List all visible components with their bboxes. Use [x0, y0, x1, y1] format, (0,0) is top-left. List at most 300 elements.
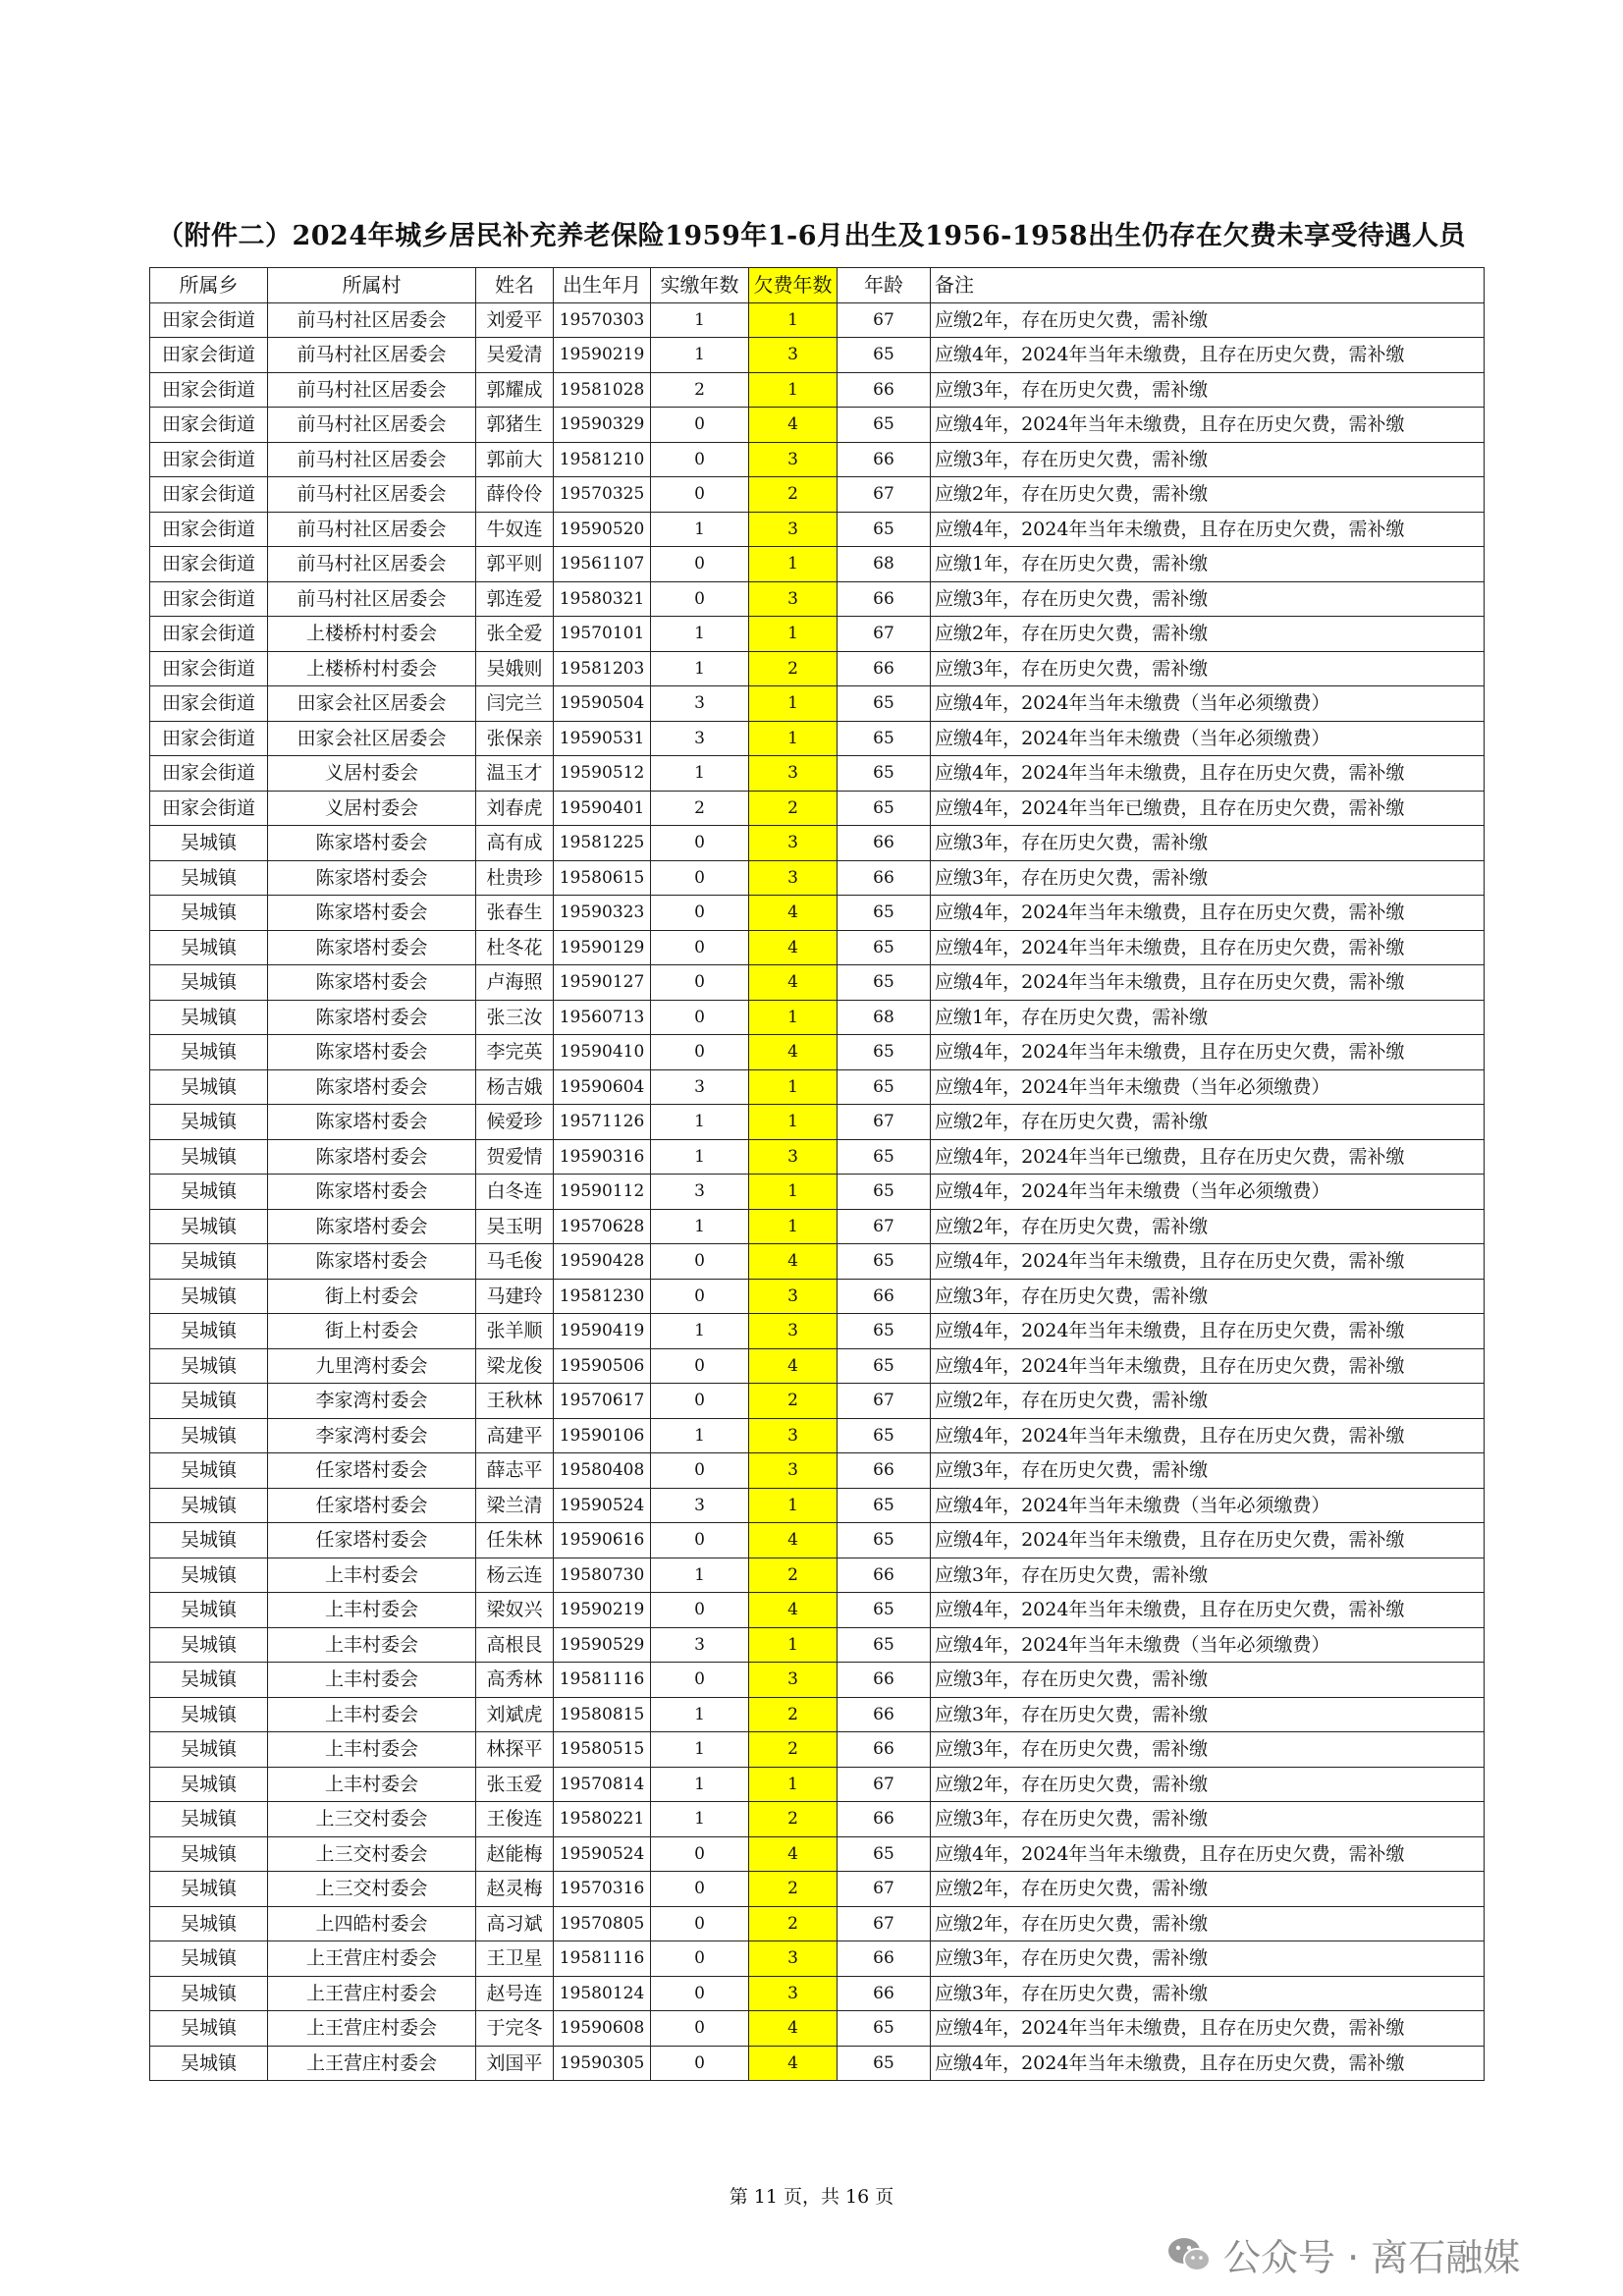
header-arrears-years: 欠费年数 — [749, 268, 838, 303]
cell-age: 65 — [838, 338, 931, 373]
cell-arrears-years: 3 — [749, 1314, 838, 1349]
table-row — [150, 930, 1485, 965]
cell-remarks: 应缴2年，存在历史欠费，需补缴 — [931, 1209, 1485, 1244]
table-row — [150, 442, 1485, 477]
cell-birth-date: 19590106 — [554, 1418, 651, 1453]
cell-age: 65 — [838, 2011, 931, 2047]
cell-name: 王秋林 — [476, 1384, 554, 1419]
cell-paid-years: 0 — [651, 965, 749, 1001]
table-row — [150, 1836, 1485, 1872]
cell-village: 上丰村委会 — [268, 1663, 476, 1698]
cell-paid-years: 0 — [651, 2011, 749, 2047]
table-row — [150, 408, 1485, 443]
cell-birth-date: 19590305 — [554, 2046, 651, 2081]
cell-village: 陈家塔村委会 — [268, 826, 476, 861]
cell-name: 于完冬 — [476, 2011, 554, 2047]
cell-birth-date: 19590520 — [554, 512, 651, 547]
cell-arrears-years: 1 — [749, 547, 838, 582]
cell-age: 65 — [838, 791, 931, 826]
cell-name: 候爱珍 — [476, 1105, 554, 1140]
cell-township: 吴城镇 — [150, 965, 268, 1001]
cell-birth-date: 19571126 — [554, 1105, 651, 1140]
cell-village: 任家塔村委会 — [268, 1453, 476, 1489]
cell-birth-date: 19570303 — [554, 302, 651, 338]
cell-paid-years: 1 — [651, 338, 749, 373]
cell-age: 67 — [838, 1105, 931, 1140]
cell-name: 高秀林 — [476, 1663, 554, 1698]
header-township: 所属乡 — [150, 268, 268, 303]
cell-age: 66 — [838, 1732, 931, 1768]
cell-village: 陈家塔村委会 — [268, 1139, 476, 1175]
cell-arrears-years: 1 — [749, 1069, 838, 1105]
cell-name: 赵能梅 — [476, 1836, 554, 1872]
cell-remarks: 应缴3年，存在历史欠费，需补缴 — [931, 826, 1485, 861]
cell-birth-date: 19581116 — [554, 1663, 651, 1698]
cell-village: 九里湾村委会 — [268, 1348, 476, 1384]
cell-remarks: 应缴4年，2024年当年未缴费，且存在历史欠费，需补缴 — [931, 2046, 1485, 2081]
cell-village: 上王营庄村委会 — [268, 1941, 476, 1977]
cell-remarks: 应缴2年，存在历史欠费，需补缴 — [931, 477, 1485, 513]
table-row — [150, 547, 1485, 582]
cell-arrears-years: 2 — [749, 1802, 838, 1837]
table-row — [150, 1872, 1485, 1907]
cell-name: 牛奴连 — [476, 512, 554, 547]
cell-remarks: 应缴4年，2024年当年未缴费，且存在历史欠费，需补缴 — [931, 1593, 1485, 1628]
table-row — [150, 1000, 1485, 1035]
cell-township: 吴城镇 — [150, 1976, 268, 2011]
table-row — [150, 1523, 1485, 1558]
cell-village: 前马村社区居委会 — [268, 302, 476, 338]
cell-remarks: 应缴3年，存在历史欠费，需补缴 — [931, 442, 1485, 477]
cell-township: 田家会街道 — [150, 581, 268, 617]
cell-arrears-years: 4 — [749, 1523, 838, 1558]
cell-name: 郭前大 — [476, 442, 554, 477]
cell-village: 前马村社区居委会 — [268, 512, 476, 547]
table-row — [150, 1314, 1485, 1349]
cell-birth-date: 19580515 — [554, 1732, 651, 1768]
cell-remarks: 应缴3年，存在历史欠费，需补缴 — [931, 1697, 1485, 1732]
cell-arrears-years: 4 — [749, 1348, 838, 1384]
cell-name: 任朱林 — [476, 1523, 554, 1558]
cell-arrears-years: 3 — [749, 1663, 838, 1698]
cell-age: 66 — [838, 442, 931, 477]
cell-arrears-years: 2 — [749, 1697, 838, 1732]
cell-birth-date: 19581028 — [554, 372, 651, 408]
cell-township: 田家会街道 — [150, 408, 268, 443]
cell-age: 66 — [838, 651, 931, 686]
cell-arrears-years: 1 — [749, 1767, 838, 1802]
cell-township: 田家会街道 — [150, 372, 268, 408]
table-row — [150, 1906, 1485, 1941]
cell-village: 前马村社区居委会 — [268, 442, 476, 477]
cell-paid-years: 3 — [651, 686, 749, 722]
cell-arrears-years: 3 — [749, 1279, 838, 1314]
cell-paid-years: 0 — [651, 547, 749, 582]
cell-paid-years: 1 — [651, 302, 749, 338]
cell-paid-years: 0 — [651, 408, 749, 443]
cell-remarks: 应缴4年，2024年当年未缴费，且存在历史欠费，需补缴 — [931, 512, 1485, 547]
cell-name: 马建玲 — [476, 1279, 554, 1314]
cell-name: 王卫星 — [476, 1941, 554, 1977]
cell-name: 梁兰清 — [476, 1488, 554, 1523]
cell-name: 贺爱情 — [476, 1139, 554, 1175]
table-row — [150, 826, 1485, 861]
table-row — [150, 1139, 1485, 1175]
cell-age: 66 — [838, 372, 931, 408]
cell-remarks: 应缴4年，2024年当年未缴费，且存在历史欠费，需补缴 — [931, 338, 1485, 373]
cell-arrears-years: 1 — [749, 1105, 838, 1140]
cell-paid-years: 1 — [651, 1105, 749, 1140]
cell-age: 66 — [838, 1453, 931, 1489]
cell-age: 65 — [838, 1314, 931, 1349]
cell-remarks: 应缴4年，2024年当年未缴费（当年必须缴费） — [931, 1488, 1485, 1523]
cell-remarks: 应缴4年，2024年当年未缴费，且存在历史欠费，需补缴 — [931, 930, 1485, 965]
cell-remarks: 应缴4年，2024年当年未缴费，且存在历史欠费，需补缴 — [931, 1836, 1485, 1872]
cell-arrears-years: 1 — [749, 1209, 838, 1244]
cell-village: 陈家塔村委会 — [268, 1000, 476, 1035]
cell-age: 65 — [838, 686, 931, 722]
cell-name: 杨吉娥 — [476, 1069, 554, 1105]
table-row — [150, 860, 1485, 896]
cell-arrears-years: 3 — [749, 1453, 838, 1489]
table-row — [150, 1453, 1485, 1489]
cell-name: 张羊顺 — [476, 1314, 554, 1349]
header-paid-years: 实缴年数 — [651, 268, 749, 303]
cell-remarks: 应缴3年，存在历史欠费，需补缴 — [931, 1732, 1485, 1768]
table-row — [150, 1593, 1485, 1628]
cell-township: 吴城镇 — [150, 1244, 268, 1280]
cell-township: 吴城镇 — [150, 1732, 268, 1768]
table-row — [150, 1627, 1485, 1663]
cell-village: 田家会社区居委会 — [268, 686, 476, 722]
table-row — [150, 1209, 1485, 1244]
cell-birth-date: 19580221 — [554, 1802, 651, 1837]
cell-arrears-years: 2 — [749, 651, 838, 686]
cell-age: 65 — [838, 1069, 931, 1105]
cell-remarks: 应缴4年，2024年当年未缴费（当年必须缴费） — [931, 1069, 1485, 1105]
cell-township: 吴城镇 — [150, 1139, 268, 1175]
cell-birth-date: 19590531 — [554, 721, 651, 756]
cell-township: 吴城镇 — [150, 896, 268, 931]
cell-paid-years: 1 — [651, 1139, 749, 1175]
cell-birth-date: 19580408 — [554, 1453, 651, 1489]
cell-remarks: 应缴2年，存在历史欠费，需补缴 — [931, 617, 1485, 652]
cell-village: 李家湾村委会 — [268, 1418, 476, 1453]
cell-remarks: 应缴1年，存在历史欠费，需补缴 — [931, 1000, 1485, 1035]
cell-age: 66 — [838, 1663, 931, 1698]
cell-paid-years: 0 — [651, 477, 749, 513]
cell-arrears-years: 4 — [749, 1836, 838, 1872]
cell-birth-date: 19561107 — [554, 547, 651, 582]
cell-village: 陈家塔村委会 — [268, 930, 476, 965]
cell-name: 马毛俊 — [476, 1244, 554, 1280]
cell-village: 陈家塔村委会 — [268, 860, 476, 896]
cell-village: 上王营庄村委会 — [268, 2011, 476, 2047]
cell-birth-date: 19590604 — [554, 1069, 651, 1105]
table-row — [150, 756, 1485, 792]
table-row — [150, 1732, 1485, 1768]
cell-township: 田家会街道 — [150, 302, 268, 338]
cell-name: 林探平 — [476, 1732, 554, 1768]
cell-paid-years: 3 — [651, 1488, 749, 1523]
table-row — [150, 477, 1485, 513]
cell-township: 吴城镇 — [150, 1767, 268, 1802]
cell-remarks: 应缴4年，2024年当年已缴费，且存在历史欠费，需补缴 — [931, 791, 1485, 826]
table-row — [150, 338, 1485, 373]
cell-paid-years: 3 — [651, 1175, 749, 1210]
cell-arrears-years: 1 — [749, 372, 838, 408]
cell-birth-date: 19560713 — [554, 1000, 651, 1035]
cell-paid-years: 0 — [651, 896, 749, 931]
cell-remarks: 应缴4年，2024年当年未缴费，且存在历史欠费，需补缴 — [931, 756, 1485, 792]
cell-birth-date: 19580730 — [554, 1558, 651, 1593]
cell-birth-date: 19590524 — [554, 1836, 651, 1872]
cell-paid-years: 0 — [651, 1836, 749, 1872]
cell-remarks: 应缴4年，2024年当年未缴费（当年必须缴费） — [931, 1175, 1485, 1210]
cell-arrears-years: 4 — [749, 1593, 838, 1628]
table-header-row — [150, 268, 1485, 303]
cell-remarks: 应缴4年，2024年当年未缴费，且存在历史欠费，需补缴 — [931, 408, 1485, 443]
table-row — [150, 1976, 1485, 2011]
cell-remarks: 应缴2年，存在历史欠费，需补缴 — [931, 1767, 1485, 1802]
cell-township: 吴城镇 — [150, 1035, 268, 1070]
cell-age: 67 — [838, 1767, 931, 1802]
cell-birth-date: 19581210 — [554, 442, 651, 477]
table-row — [150, 1244, 1485, 1280]
arrears-table — [149, 267, 1485, 2081]
cell-birth-date: 19580124 — [554, 1976, 651, 2011]
cell-age: 65 — [838, 1593, 931, 1628]
cell-remarks: 应缴3年，存在历史欠费，需补缴 — [931, 372, 1485, 408]
cell-paid-years: 0 — [651, 930, 749, 965]
cell-township: 吴城镇 — [150, 1593, 268, 1628]
cell-birth-date: 19590529 — [554, 1627, 651, 1663]
cell-remarks: 应缴2年，存在历史欠费，需补缴 — [931, 1384, 1485, 1419]
cell-village: 陈家塔村委会 — [268, 1244, 476, 1280]
cell-birth-date: 19590219 — [554, 1593, 651, 1628]
header-age: 年龄 — [838, 268, 931, 303]
cell-arrears-years: 3 — [749, 442, 838, 477]
cell-paid-years: 0 — [651, 1593, 749, 1628]
table-body — [150, 302, 1485, 2081]
cell-village: 上三交村委会 — [268, 1836, 476, 1872]
cell-remarks: 应缴4年，2024年当年未缴费，且存在历史欠费，需补缴 — [931, 896, 1485, 931]
cell-name: 李完英 — [476, 1035, 554, 1070]
cell-remarks: 应缴2年，存在历史欠费，需补缴 — [931, 302, 1485, 338]
cell-remarks: 应缴4年，2024年当年未缴费，且存在历史欠费，需补缴 — [931, 1244, 1485, 1280]
cell-remarks: 应缴2年，存在历史欠费，需补缴 — [931, 1105, 1485, 1140]
cell-township: 吴城镇 — [150, 1488, 268, 1523]
cell-name: 赵号连 — [476, 1976, 554, 2011]
wechat-icon — [1166, 2235, 1212, 2274]
cell-paid-years: 0 — [651, 1906, 749, 1941]
cell-age: 66 — [838, 1976, 931, 2011]
cell-remarks: 应缴4年，2024年当年已缴费，且存在历史欠费，需补缴 — [931, 1139, 1485, 1175]
table-row — [150, 581, 1485, 617]
cell-remarks: 应缴3年，存在历史欠费，需补缴 — [931, 581, 1485, 617]
cell-age: 65 — [838, 1139, 931, 1175]
header-name: 姓名 — [476, 268, 554, 303]
cell-arrears-years: 4 — [749, 930, 838, 965]
table-row — [150, 512, 1485, 547]
cell-arrears-years: 2 — [749, 1872, 838, 1907]
cell-arrears-years: 2 — [749, 1906, 838, 1941]
cell-village: 前马村社区居委会 — [268, 581, 476, 617]
cell-birth-date: 19590112 — [554, 1175, 651, 1210]
cell-birth-date: 19590329 — [554, 408, 651, 443]
table-row — [150, 1069, 1485, 1105]
cell-village: 街上村委会 — [268, 1279, 476, 1314]
cell-age: 66 — [838, 826, 931, 861]
cell-birth-date: 19590524 — [554, 1488, 651, 1523]
table-row — [150, 1035, 1485, 1070]
cell-name: 高有成 — [476, 826, 554, 861]
cell-remarks: 应缴4年，2024年当年未缴费，且存在历史欠费，需补缴 — [931, 1418, 1485, 1453]
cell-paid-years: 1 — [651, 1314, 749, 1349]
cell-arrears-years: 1 — [749, 721, 838, 756]
cell-arrears-years: 4 — [749, 965, 838, 1001]
cell-village: 陈家塔村委会 — [268, 1069, 476, 1105]
cell-age: 65 — [838, 1523, 931, 1558]
table-row — [150, 896, 1485, 931]
cell-township: 吴城镇 — [150, 1802, 268, 1837]
table-row — [150, 2046, 1485, 2081]
cell-age: 66 — [838, 860, 931, 896]
cell-arrears-years: 1 — [749, 686, 838, 722]
cell-township: 吴城镇 — [150, 1836, 268, 1872]
cell-birth-date: 19590410 — [554, 1035, 651, 1070]
cell-name: 刘爱平 — [476, 302, 554, 338]
cell-remarks: 应缴2年，存在历史欠费，需补缴 — [931, 1906, 1485, 1941]
cell-township: 田家会街道 — [150, 617, 268, 652]
document-title: （附件二）2024年城乡居民补充养老保险1959年1-6月出生及1956-1958出生仍存在欠费未享受待遇人员 — [156, 221, 1467, 251]
cell-paid-years: 0 — [651, 1348, 749, 1384]
cell-name: 刘斌虎 — [476, 1697, 554, 1732]
cell-name: 高根艮 — [476, 1627, 554, 1663]
cell-paid-years: 0 — [651, 2046, 749, 2081]
cell-paid-years: 0 — [651, 1872, 749, 1907]
cell-name: 吴玉明 — [476, 1209, 554, 1244]
cell-paid-years: 0 — [651, 860, 749, 896]
table-row — [150, 1558, 1485, 1593]
table-row — [150, 965, 1485, 1001]
cell-paid-years: 0 — [651, 826, 749, 861]
cell-township: 田家会街道 — [150, 651, 268, 686]
cell-birth-date: 19590401 — [554, 791, 651, 826]
cell-arrears-years: 3 — [749, 581, 838, 617]
cell-age: 67 — [838, 477, 931, 513]
cell-birth-date: 19580815 — [554, 1697, 651, 1732]
table-row — [150, 721, 1485, 756]
cell-age: 67 — [838, 1872, 931, 1907]
table-row — [150, 1418, 1485, 1453]
cell-village: 义居村委会 — [268, 756, 476, 792]
cell-arrears-years: 1 — [749, 617, 838, 652]
cell-remarks: 应缴3年，存在历史欠费，需补缴 — [931, 1976, 1485, 2011]
cell-birth-date: 19581225 — [554, 826, 651, 861]
cell-arrears-years: 1 — [749, 1000, 838, 1035]
cell-township: 吴城镇 — [150, 1418, 268, 1453]
cell-arrears-years: 2 — [749, 1732, 838, 1768]
cell-age: 66 — [838, 1697, 931, 1732]
cell-birth-date: 19580615 — [554, 860, 651, 896]
cell-name: 梁龙俊 — [476, 1348, 554, 1384]
table-row — [150, 1802, 1485, 1837]
cell-township: 吴城镇 — [150, 1279, 268, 1314]
cell-name: 张三汝 — [476, 1000, 554, 1035]
cell-township: 吴城镇 — [150, 1069, 268, 1105]
table-row — [150, 617, 1485, 652]
cell-age: 66 — [838, 1941, 931, 1977]
cell-arrears-years: 3 — [749, 512, 838, 547]
cell-village: 前马村社区居委会 — [268, 477, 476, 513]
cell-arrears-years: 2 — [749, 1558, 838, 1593]
cell-paid-years: 1 — [651, 617, 749, 652]
cell-village: 上三交村委会 — [268, 1802, 476, 1837]
cell-age: 66 — [838, 1558, 931, 1593]
cell-age: 65 — [838, 1035, 931, 1070]
cell-arrears-years: 3 — [749, 860, 838, 896]
cell-remarks: 应缴3年，存在历史欠费，需补缴 — [931, 1558, 1485, 1593]
cell-name: 温玉才 — [476, 756, 554, 792]
cell-age: 65 — [838, 1836, 931, 1872]
cell-village: 上丰村委会 — [268, 1697, 476, 1732]
cell-name: 张保亲 — [476, 721, 554, 756]
cell-village: 上丰村委会 — [268, 1767, 476, 1802]
cell-birth-date: 19581230 — [554, 1279, 651, 1314]
cell-village: 上王营庄村委会 — [268, 1976, 476, 2011]
cell-township: 吴城镇 — [150, 1558, 268, 1593]
cell-arrears-years: 4 — [749, 1244, 838, 1280]
cell-village: 前马村社区居委会 — [268, 547, 476, 582]
cell-name: 郭连爱 — [476, 581, 554, 617]
table-row — [150, 1488, 1485, 1523]
cell-township: 吴城镇 — [150, 826, 268, 861]
cell-remarks: 应缴3年，存在历史欠费，需补缴 — [931, 1802, 1485, 1837]
cell-age: 65 — [838, 965, 931, 1001]
cell-name: 赵灵梅 — [476, 1872, 554, 1907]
cell-arrears-years: 3 — [749, 1941, 838, 1977]
cell-paid-years: 0 — [651, 1523, 749, 1558]
header-birth-date: 出生年月 — [554, 268, 651, 303]
table-row — [150, 1697, 1485, 1732]
cell-age: 66 — [838, 1279, 931, 1314]
cell-birth-date: 19581116 — [554, 1941, 651, 1977]
cell-age: 66 — [838, 581, 931, 617]
cell-name: 王俊连 — [476, 1802, 554, 1837]
cell-age: 68 — [838, 547, 931, 582]
cell-age: 66 — [838, 1802, 931, 1837]
cell-remarks: 应缴4年，2024年当年未缴费，且存在历史欠费，需补缴 — [931, 1035, 1485, 1070]
cell-name: 郭平则 — [476, 547, 554, 582]
cell-village: 田家会社区居委会 — [268, 721, 476, 756]
cell-village: 任家塔村委会 — [268, 1523, 476, 1558]
cell-remarks: 应缴4年，2024年当年未缴费，且存在历史欠费，需补缴 — [931, 1314, 1485, 1349]
cell-remarks: 应缴4年，2024年当年未缴费（当年必须缴费） — [931, 721, 1485, 756]
cell-village: 上丰村委会 — [268, 1732, 476, 1768]
cell-paid-years: 0 — [651, 1976, 749, 2011]
cell-township: 田家会街道 — [150, 442, 268, 477]
cell-age: 65 — [838, 1627, 931, 1663]
cell-birth-date: 19590608 — [554, 2011, 651, 2047]
cell-birth-date: 19590129 — [554, 930, 651, 965]
cell-village: 上楼桥村村委会 — [268, 617, 476, 652]
cell-age: 65 — [838, 896, 931, 931]
cell-arrears-years: 3 — [749, 756, 838, 792]
cell-paid-years: 1 — [651, 1767, 749, 1802]
table-row — [150, 1384, 1485, 1419]
cell-birth-date: 19590419 — [554, 1314, 651, 1349]
